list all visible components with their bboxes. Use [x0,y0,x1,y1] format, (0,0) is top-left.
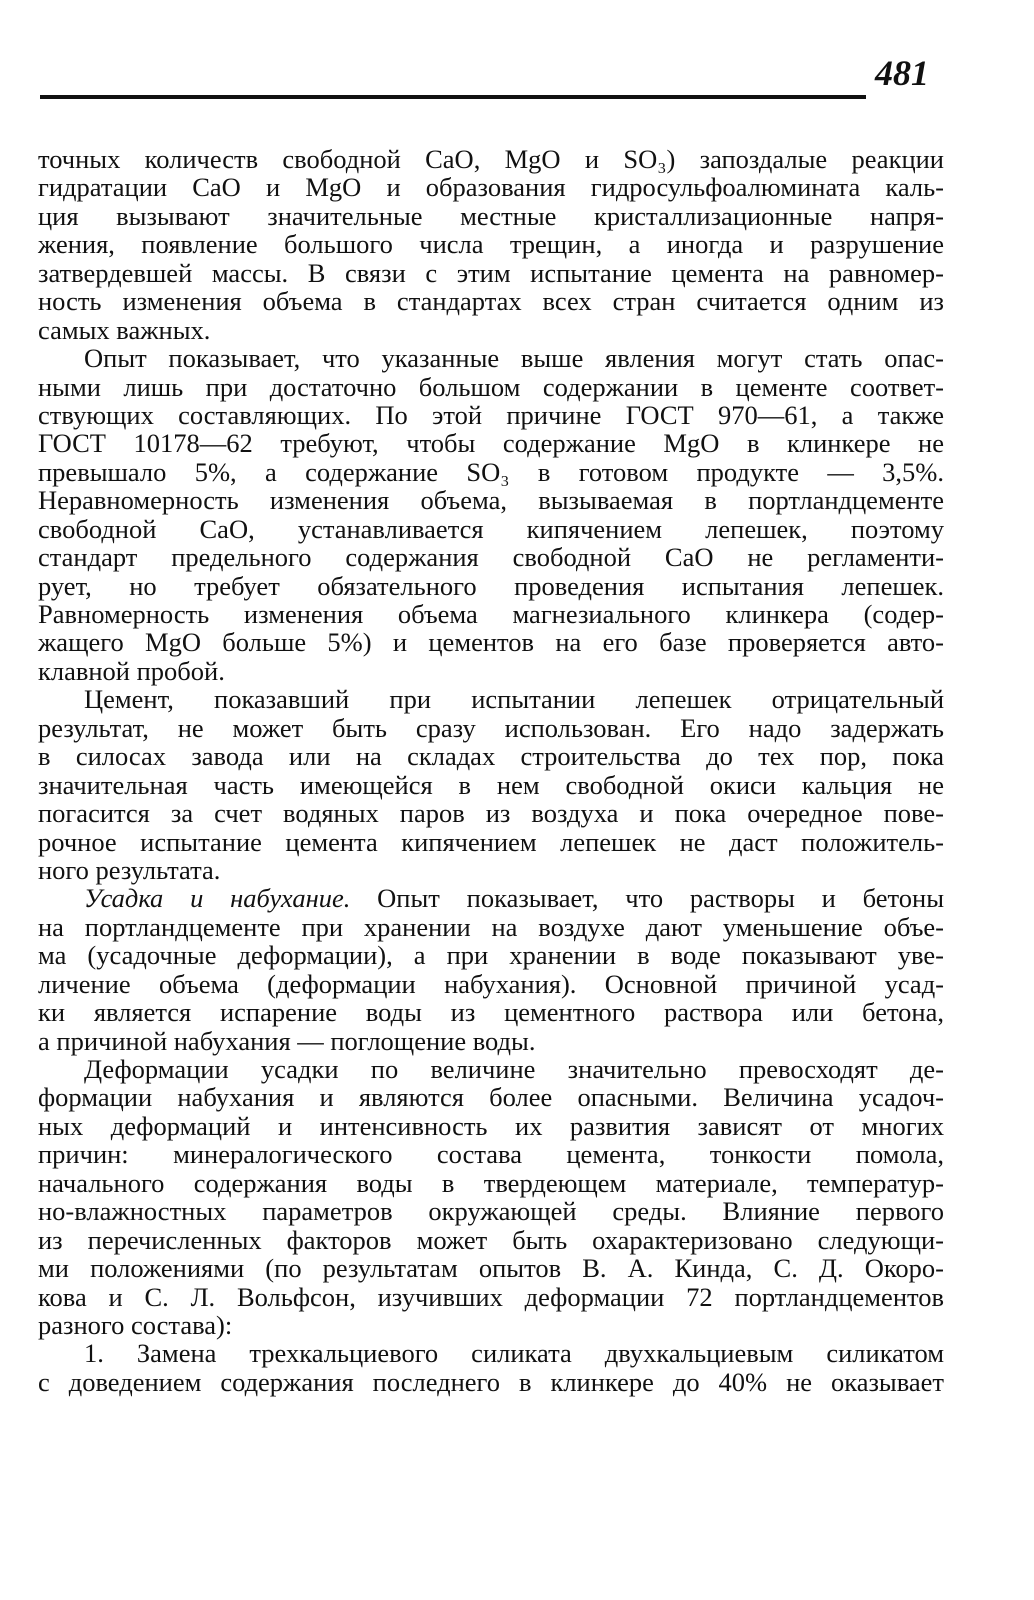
line-text: гидратации CaO и MgO и образования гидросульфоалюмината каль- [38,172,944,203]
section-lead: Усадка и набухание. [84,883,351,914]
line-text: свободной CaO, устанавливается кипячением лепешек, поэтому [38,513,944,544]
line-text: Неравномерность изменения объема, вызываемая в портландцементе [38,485,944,516]
line-text: рочное испытание цемента кипячением лепешек не даст положитель- [38,826,944,857]
text-line [38,998,944,1026]
line-text: в силосах завода или на складах строительства до тех пор, пока [38,741,944,772]
paragraph [38,145,944,344]
paragraph [38,685,944,884]
line-text: из перечисленных факторов может быть охарактеризовано следующи- [38,1224,944,1255]
text-line [38,1311,944,1339]
line-text: формации набухания и являются более опасными. Величина усадоч- [38,1082,944,1113]
line-text: с доведением содержания последнего в клинкере до 40% не оказывает [38,1366,944,1397]
line-text: рует, но требует обязательного проведения испытания лепешек. [38,570,944,601]
text-line [38,1055,944,1083]
line-text: ствующих составляющих. По этой причине ГОСТ 970—61, а также [38,399,944,430]
line-text: значительная часть имеющейся в нем свободной окиси кальция не [38,769,944,800]
text-line [38,259,944,287]
line-text: ность изменения объема в стандартах всех стран считается одним из [38,286,944,317]
text-line [38,486,944,514]
text-line [38,799,944,827]
text-line [38,373,944,401]
text-line [38,884,944,912]
line-text: клавной пробой. [38,655,225,686]
line-text: а причиной набухания — поглощение воды. [38,1025,536,1056]
line-text: Цемент, показавший при испытании лепешек отрицательный [84,684,944,715]
text-line [38,941,944,969]
line-text: Деформации усадки по величине значительно превосходят де- [84,1054,944,1084]
paragraph [38,884,944,1055]
line-text: ГОСТ 10178—62 требуют, чтобы содержание MgO в клинкере не [38,428,944,459]
text-line [38,1169,944,1197]
line-text: превышало 5%, а содержание SO₃ в готовом продукте — 3,5%. [38,456,944,487]
text-line [38,515,944,543]
text-line [38,401,944,429]
text-line [38,1339,944,1367]
line-text: разного состава): [38,1309,233,1340]
text-line [38,742,944,770]
header-rule [40,95,866,99]
text-line [38,287,944,315]
text-line [38,1027,944,1055]
text-line [38,685,944,713]
text-line [38,1254,944,1282]
text-line [38,572,944,600]
text-line [38,828,944,856]
line-text: ного результата. [38,854,221,885]
line-text: жения, появление большого числа трещин, а иногда и разрушение [38,229,944,260]
text-line [38,657,944,685]
text-line [38,1140,944,1168]
line-text: ными лишь при достаточно большом содержании в цементе соответ- [38,371,944,402]
text-line [38,913,944,941]
line-text: жащего MgO больше 5%) и цементов на его базе проверяется авто- [38,627,944,658]
line-text: кова и С. Л. Вольфсон, изучивших деформации 72 портландцементов [38,1281,944,1312]
text-line [38,344,944,372]
line-text: 1. Замена трехкальциевого силиката двухкальциевым силикатом [84,1338,944,1369]
text-line [38,856,944,884]
text-line [38,1226,944,1254]
line-text: точных количеств свободной CaO, MgO и SO₃) запоздалые реакции [38,144,944,174]
text-line [38,771,944,799]
line-text: ки является испарение воды из цементного раствора или бетона, [38,997,944,1028]
text-line [38,1083,944,1111]
text-line [38,600,944,628]
line-text: Опыт показывает, что растворы и бетоны [350,883,944,914]
body-text [38,145,944,1396]
line-text: но-влажностных параметров окружающей среды. Влияние первого [38,1196,944,1227]
line-text: ция вызывают значительные местные кристаллизационные напря- [38,200,944,231]
line-text: самых важных. [38,314,211,345]
text-line [38,970,944,998]
text-line [38,1197,944,1225]
line-text: затвердевшей массы. В связи с этим испытание цемента на равномер- [38,257,944,288]
text-line [38,1368,944,1396]
text-line [38,458,944,486]
line-text: ма (усадочные деформации), а при хранении в воде показывают уве- [38,940,944,971]
text-line [38,202,944,230]
line-text: стандарт предельного содержания свободной CaO не регламенти- [38,542,944,573]
text-line [38,1112,944,1140]
line-text: личение объема (деформации набухания). Основной причиной усад- [38,968,944,999]
text-line [38,316,944,344]
line-text: Опыт показывает, что указанные выше явления могут стать опас- [84,343,944,374]
line-text: на портландцементе при хранении на воздухе дают уменьшение объе- [38,911,944,942]
line-text: Равномерность изменения объема магнезиального клинкера (содер- [38,599,944,629]
line-text: причин: минералогического состава цемента, тонкости помола, [38,1139,944,1170]
text-line [38,145,944,173]
text-line [38,1283,944,1311]
text-line [38,173,944,201]
line-text: погасится за счет водяных паров из воздуха и пока очередное пове- [38,798,944,829]
text-line [38,429,944,457]
paragraph [38,1055,944,1339]
line-text: результат, не может быть сразу использован. Его надо задержать [38,712,944,743]
text-line [38,230,944,258]
paragraph [38,344,944,685]
text-line [38,714,944,742]
line-text: начального содержания воды в твердеющем материале, температур- [38,1167,944,1198]
line-text: ми положениями (по результатам опытов В. А. Кинда, С. Д. Окоро- [38,1253,944,1284]
text-line [38,543,944,571]
line-text: ных деформаций и интенсивность их развития зависят от многих [38,1110,944,1141]
text-line [38,628,944,656]
page-number: 481 [875,53,929,93]
paragraph [38,1339,944,1396]
